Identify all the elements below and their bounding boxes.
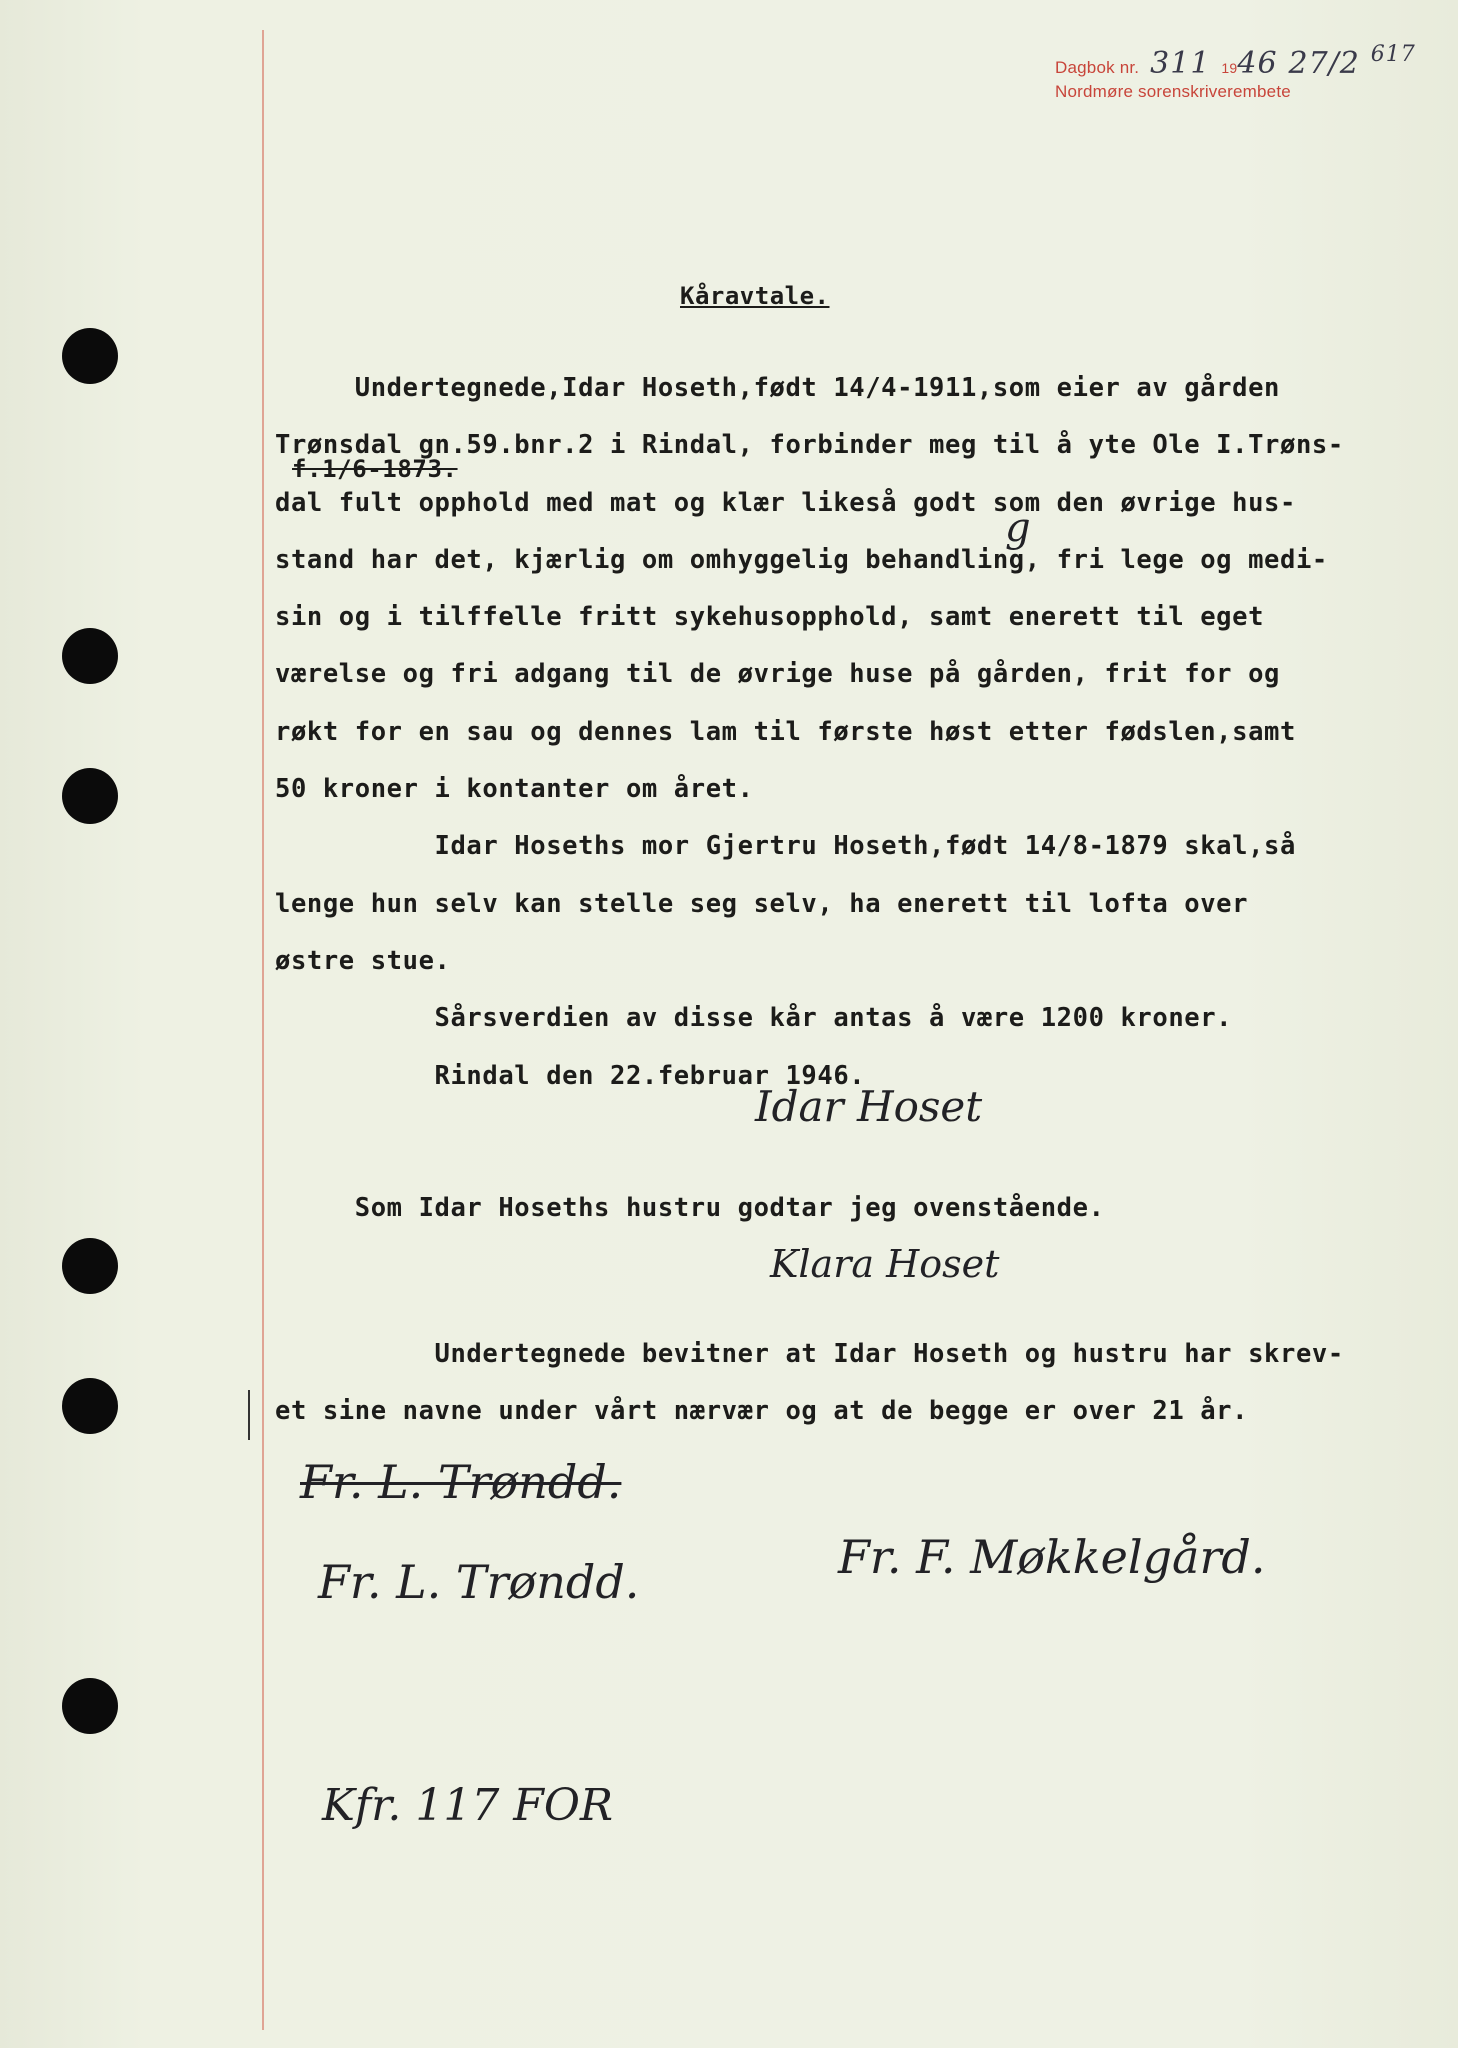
body-line: røkt for en sau og dennes lam til første høst etter fødslen,samt xyxy=(275,716,1296,747)
punch-hole-4 xyxy=(62,1238,118,1294)
body-line: lenge hun selv kan stelle seg selv, ha enerett til lofta over xyxy=(275,888,1249,919)
punch-hole-3 xyxy=(62,768,118,824)
body-line: Sårsverdien av disse kår antas å være 1200 kroner. xyxy=(275,1003,1233,1034)
body-line: dal fult opphold med mat og klær likeså godt som den øvrige hus- xyxy=(275,487,1296,518)
signature-klara: Klara Hoset xyxy=(770,1242,1000,1286)
punch-hole-2 xyxy=(62,628,118,684)
body-line: Som Idar Hoseths hustru godtar jeg ovenstående. xyxy=(275,1193,1105,1223)
body-line: Undertegnede bevitner at Idar Hoseth og hustru har skrev- xyxy=(275,1339,1344,1369)
punch-hole-6 xyxy=(62,1678,118,1734)
stamp-year: 46 xyxy=(1237,46,1278,81)
witness-signature-struck: Fr. L. Trøndd. xyxy=(300,1455,622,1509)
document-title: Kåravtale. xyxy=(680,282,830,310)
handwritten-note: Kfr. 117 FOR xyxy=(322,1780,614,1831)
margin-line xyxy=(262,30,264,2030)
margin-mark xyxy=(248,1390,250,1440)
correction-mark: g xyxy=(1005,505,1031,551)
body-line: Trønsdal gn.59.bnr.2 i Rindal, forbinder meg til å yte Ole I.Trøns- xyxy=(275,430,1344,461)
body-line: Rindal den 22.februar 1946. xyxy=(275,1060,866,1091)
stamp-office: Nordmøre sorenskriverembete xyxy=(1055,82,1291,101)
stamp-number: 311 xyxy=(1150,46,1211,81)
stamp-year-prefix: 19 xyxy=(1221,60,1238,76)
witness-statement xyxy=(275,1326,1395,1441)
body-line: sin og i tilffelle fritt sykehusopphold, samt enerett til eget xyxy=(275,602,1265,633)
body-line: stand har det, kjærlig om omhyggelig behandling, fri lege og medi- xyxy=(275,544,1328,575)
punch-hole-5 xyxy=(62,1378,118,1434)
stamp-label: Dagbok nr. xyxy=(1055,58,1140,77)
registry-stamp xyxy=(1055,42,1416,104)
body-line: østre stue. xyxy=(275,945,451,976)
punch-hole-1 xyxy=(62,328,118,384)
page-number: 617 xyxy=(1370,42,1416,67)
insert-text: f.1/6-1873. xyxy=(292,455,458,483)
wife-consent xyxy=(275,1180,1395,1237)
body-line: 50 kroner i kontanter om året. xyxy=(275,774,754,805)
stamp-date: 27/2 xyxy=(1288,46,1360,81)
witness-signature-1: Fr. L. Trøndd. xyxy=(318,1555,640,1609)
document-body xyxy=(275,360,1395,1105)
signature-idar: Idar Hoset xyxy=(755,1082,983,1131)
body-line: Undertegnede,Idar Hoseth,født 14/4-1911,som eier av gården xyxy=(275,373,1280,403)
body-line: værelse og fri adgang til de øvrige huse på gården, frit for og xyxy=(275,659,1280,690)
witness-signature-2: Fr. F. Møkkelgård. xyxy=(838,1530,1266,1584)
body-line: Idar Hoseths mor Gjertru Hoseth,født 14/8-1879 skal,så xyxy=(275,831,1296,862)
body-line: et sine navne under vårt nærvær og at de begge er over 21 år. xyxy=(275,1396,1249,1427)
